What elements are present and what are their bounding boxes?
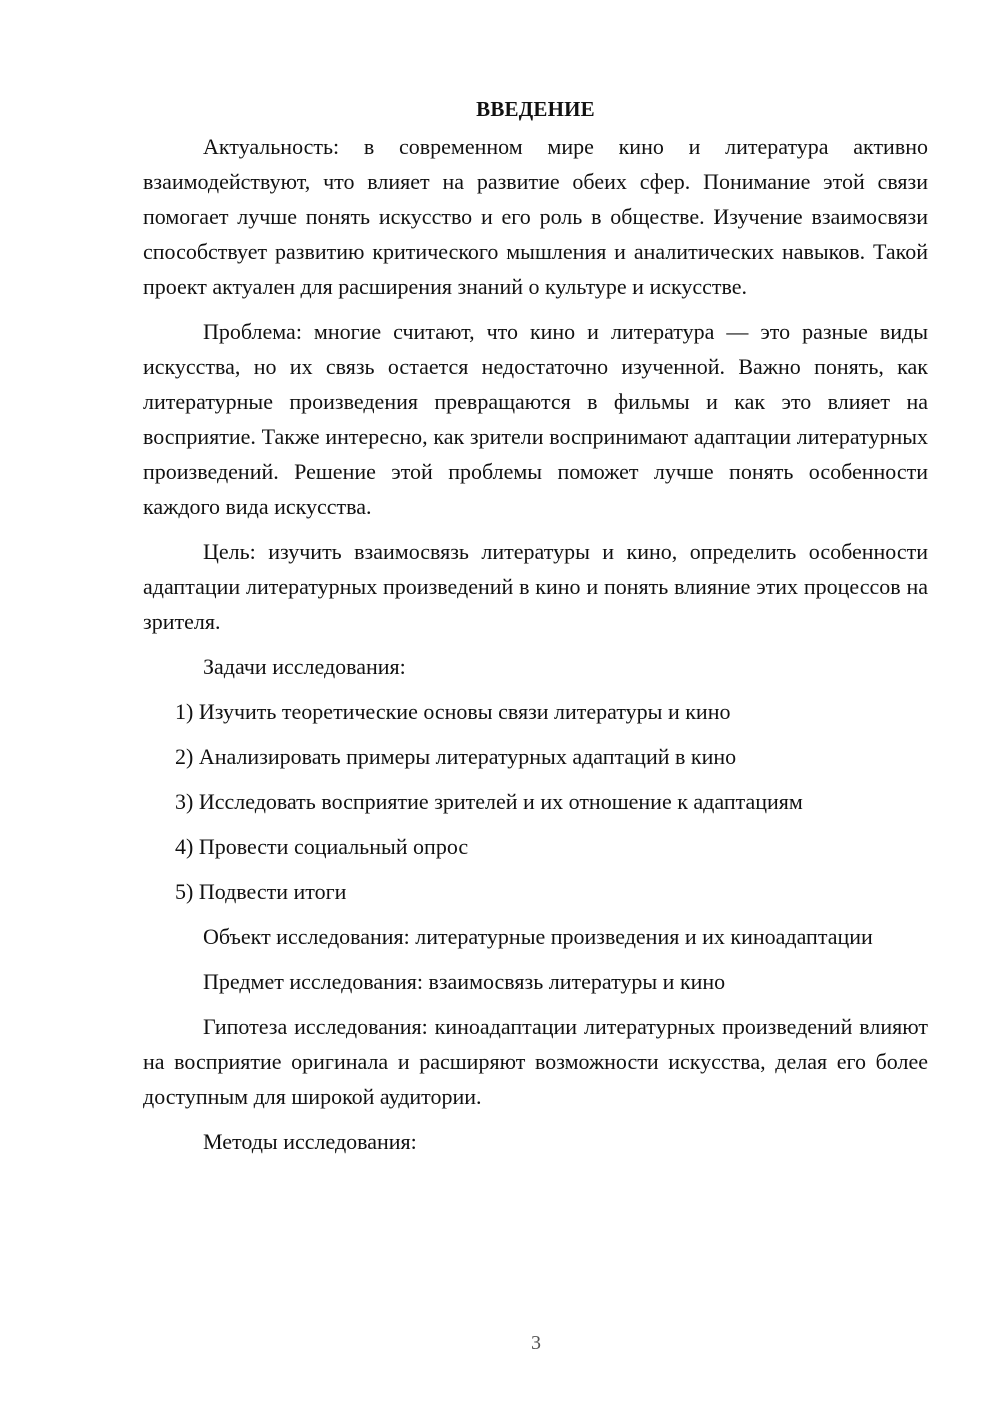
relevance-paragraph: Актуальность: в современном мире кино и литература активно взаимодействуют, что влияет на развитие обеих сфер. Понимание этой связи помогает лучше понять искусство и его роль в обществе. Изучение взаимосвязи способствует развитию критического мышления и аналитических навыков. Такой проект актуален для расширения знаний о культуре и искусстве.: [143, 134, 928, 299]
list-item: 3) Исследовать восприятие зрителей и их отношение к адаптациям: [175, 789, 803, 814]
list-item: 2) Анализировать примеры литературных адаптаций в кино: [175, 744, 737, 769]
page-number: 3: [531, 1332, 541, 1354]
goal-paragraph: Цель: изучить взаимосвязь литературы и кино, определить особенности адаптации литературных произведений в кино и понять влияние этих процессов на зрителя.: [143, 539, 928, 634]
list-item: 1) Изучить теоретические основы связи литературы и кино: [175, 699, 731, 724]
list-item: 5) Подвести итоги: [175, 879, 347, 904]
list-item: 4) Провести социальный опрос: [175, 834, 469, 859]
methods-heading: Методы исследования:: [203, 1129, 417, 1154]
tasks-list: [143, 694, 928, 909]
hypothesis-paragraph: Гипотеза исследования: киноадаптации литературных произведений влияют на восприятие оригинала и расширяют возможности искусства, делая его более доступным для широкой аудитории.: [143, 1014, 928, 1109]
object-paragraph: Объект исследования: литературные произведения и их киноадаптации: [203, 924, 873, 949]
problem-paragraph: Проблема: многие считают, что кино и литература — это разные виды искусства, но их связь остается недостаточно изученной. Важно понять, как литературные произведения превращаются в фильмы и как это влияет на восприятие. Также интересно, как зрители воспринимают адаптации литературных произведений. Решение этой проблемы поможет лучше понять особенности каждого вида искусства.: [143, 319, 928, 519]
subject-paragraph: Предмет исследования: взаимосвязь литературы и кино: [203, 969, 726, 994]
tasks-heading: Задачи исследования:: [203, 654, 406, 679]
page-content: [143, 92, 928, 1169]
section-title: ВВЕДЕНИЕ: [476, 97, 595, 121]
